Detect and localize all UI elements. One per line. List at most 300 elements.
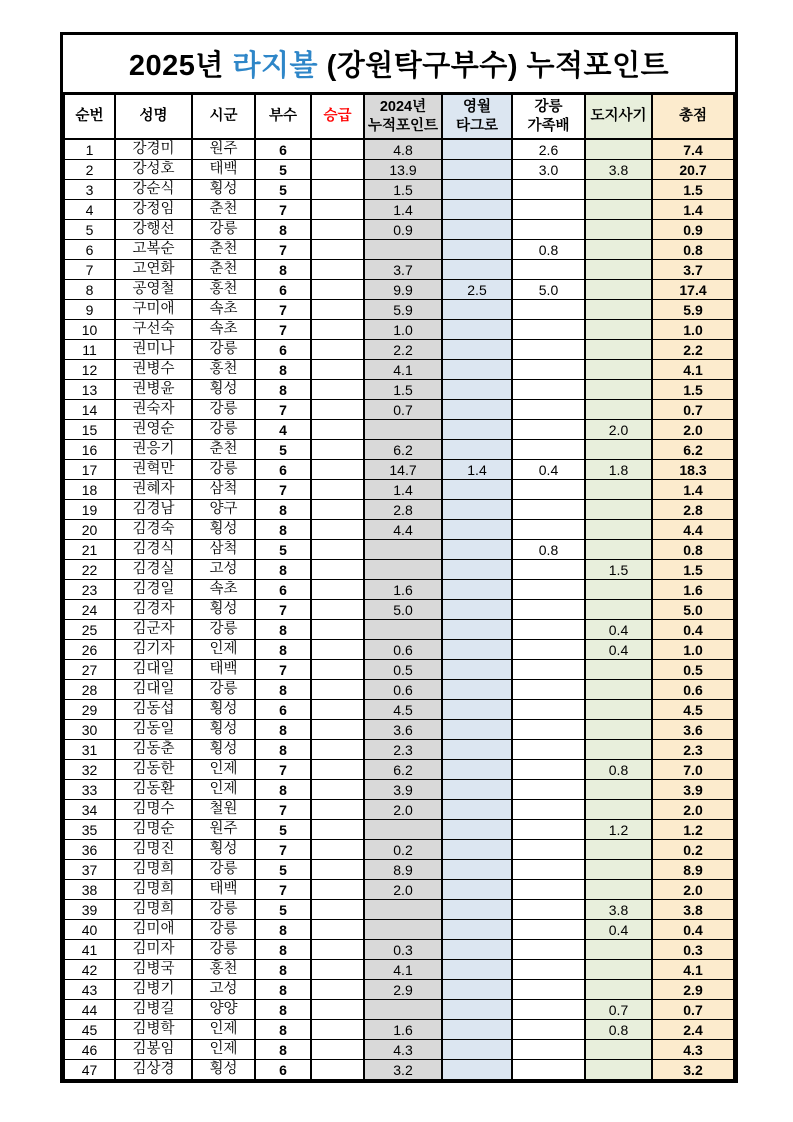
- cell-yeongwol: [442, 840, 512, 860]
- cell-yeongwol: [442, 480, 512, 500]
- cell-busu: 8: [255, 560, 311, 580]
- cell-points2024: 0.6: [364, 680, 442, 700]
- cell-rank: 1: [64, 139, 115, 160]
- cell-rank: 46: [64, 1040, 115, 1060]
- cell-points2024: [364, 920, 442, 940]
- cell-total: 0.7: [652, 1000, 734, 1020]
- table-row: [64, 280, 734, 300]
- cell-points2024: 3.2: [364, 1060, 442, 1080]
- cell-gangneung: [512, 780, 585, 800]
- cell-yeongwol: [442, 620, 512, 640]
- cell-sigun: 춘천: [192, 440, 255, 460]
- title-part-rest: (강원탁구부수) 누적포인트: [318, 50, 670, 82]
- cell-promotion: [311, 300, 364, 320]
- cell-busu: 8: [255, 620, 311, 640]
- cell-points2024: 1.5: [364, 380, 442, 400]
- cell-dojisagi: 3.8: [585, 160, 652, 180]
- cell-points2024: 3.7: [364, 260, 442, 280]
- cell-sigun: 속초: [192, 300, 255, 320]
- cell-points2024: 2.0: [364, 800, 442, 820]
- cell-rank: 20: [64, 520, 115, 540]
- cell-yeongwol: [442, 640, 512, 660]
- cell-promotion: [311, 500, 364, 520]
- cell-promotion: [311, 400, 364, 420]
- cell-sigun: 인제: [192, 760, 255, 780]
- cell-rank: 32: [64, 760, 115, 780]
- cell-total: 0.4: [652, 620, 734, 640]
- cell-points2024: [364, 420, 442, 440]
- cell-busu: 6: [255, 700, 311, 720]
- cell-points2024: 9.9: [364, 280, 442, 300]
- cell-busu: 6: [255, 139, 311, 160]
- cell-rank: 44: [64, 1000, 115, 1020]
- table-row: [64, 340, 734, 360]
- cell-points2024: 0.6: [364, 640, 442, 660]
- table-row: [64, 800, 734, 820]
- cell-rank: 41: [64, 940, 115, 960]
- cell-promotion: [311, 1060, 364, 1080]
- cell-sigun: 강릉: [192, 920, 255, 940]
- cell-dojisagi: [585, 720, 652, 740]
- cell-rank: 7: [64, 260, 115, 280]
- cell-points2024: 3.6: [364, 720, 442, 740]
- cell-points2024: 1.5: [364, 180, 442, 200]
- cell-dojisagi: 1.8: [585, 460, 652, 480]
- table-row: [64, 580, 734, 600]
- cell-sigun: 강릉: [192, 420, 255, 440]
- cell-points2024: 4.1: [364, 360, 442, 380]
- cell-promotion: [311, 160, 364, 180]
- table-row: [64, 200, 734, 220]
- cell-dojisagi: 0.4: [585, 620, 652, 640]
- cell-total: 1.5: [652, 560, 734, 580]
- cell-busu: 5: [255, 440, 311, 460]
- cell-busu: 7: [255, 480, 311, 500]
- cell-yeongwol: [442, 560, 512, 580]
- cell-rank: 3: [64, 180, 115, 200]
- cell-dojisagi: [585, 360, 652, 380]
- cell-total: 2.4: [652, 1020, 734, 1040]
- cell-busu: 7: [255, 800, 311, 820]
- header-sigun: 시군: [192, 95, 255, 140]
- cell-gangneung: 3.0: [512, 160, 585, 180]
- cell-promotion: [311, 1020, 364, 1040]
- title-part-year: 2025년: [128, 50, 233, 82]
- cell-promotion: [311, 260, 364, 280]
- cell-rank: 29: [64, 700, 115, 720]
- cell-rank: 10: [64, 320, 115, 340]
- cell-sigun: 홍천: [192, 960, 255, 980]
- cell-yeongwol: [442, 940, 512, 960]
- cell-points2024: 2.8: [364, 500, 442, 520]
- cell-yeongwol: [442, 500, 512, 520]
- cell-total: 4.5: [652, 700, 734, 720]
- cell-promotion: [311, 680, 364, 700]
- cell-total: 0.5: [652, 660, 734, 680]
- cell-name: 김명희: [115, 900, 192, 920]
- cell-yeongwol: [442, 1020, 512, 1040]
- cell-yeongwol: [442, 540, 512, 560]
- cell-yeongwol: [442, 320, 512, 340]
- cell-dojisagi: 0.4: [585, 640, 652, 660]
- cell-total: 2.3: [652, 740, 734, 760]
- cell-total: 5.9: [652, 300, 734, 320]
- cell-rank: 43: [64, 980, 115, 1000]
- cell-points2024: 8.9: [364, 860, 442, 880]
- cell-name: 김봉임: [115, 1040, 192, 1060]
- cell-total: 1.4: [652, 480, 734, 500]
- cell-yeongwol: [442, 660, 512, 680]
- cell-sigun: 횡성: [192, 700, 255, 720]
- cell-name: 권병윤: [115, 380, 192, 400]
- table-row: [64, 700, 734, 720]
- cell-promotion: [311, 900, 364, 920]
- cell-name: 권혜자: [115, 480, 192, 500]
- cell-total: 7.0: [652, 760, 734, 780]
- cell-promotion: [311, 860, 364, 880]
- cell-rank: 38: [64, 880, 115, 900]
- cell-promotion: [311, 760, 364, 780]
- cell-dojisagi: [585, 440, 652, 460]
- cell-name: 김경실: [115, 560, 192, 580]
- cell-gangneung: [512, 500, 585, 520]
- cell-rank: 4: [64, 200, 115, 220]
- cell-total: 5.0: [652, 600, 734, 620]
- cell-promotion: [311, 480, 364, 500]
- cell-dojisagi: 2.0: [585, 420, 652, 440]
- cell-dojisagi: [585, 860, 652, 880]
- cell-points2024: 3.9: [364, 780, 442, 800]
- table-row: [64, 380, 734, 400]
- cell-yeongwol: [442, 920, 512, 940]
- cell-points2024: 1.0: [364, 320, 442, 340]
- cell-gangneung: [512, 340, 585, 360]
- cell-promotion: [311, 920, 364, 940]
- cell-name: 구선숙: [115, 320, 192, 340]
- cell-yeongwol: [442, 1040, 512, 1060]
- cell-dojisagi: [585, 940, 652, 960]
- cell-busu: 7: [255, 400, 311, 420]
- cell-dojisagi: 0.8: [585, 760, 652, 780]
- cell-points2024: 0.3: [364, 940, 442, 960]
- cell-name: 김명희: [115, 860, 192, 880]
- cell-busu: 5: [255, 540, 311, 560]
- cell-dojisagi: [585, 200, 652, 220]
- cell-yeongwol: [442, 200, 512, 220]
- cell-total: 8.9: [652, 860, 734, 880]
- table-row: [64, 480, 734, 500]
- cell-rank: 36: [64, 840, 115, 860]
- cell-name: 김동섭: [115, 700, 192, 720]
- cell-rank: 42: [64, 960, 115, 980]
- cell-name: 김미애: [115, 920, 192, 940]
- cell-promotion: [311, 620, 364, 640]
- table-row: [64, 640, 734, 660]
- table-row: [64, 600, 734, 620]
- cell-promotion: [311, 1040, 364, 1060]
- cell-total: 2.0: [652, 800, 734, 820]
- cell-busu: 5: [255, 860, 311, 880]
- cell-points2024: 1.4: [364, 480, 442, 500]
- cell-name: 권숙자: [115, 400, 192, 420]
- table-row: [64, 500, 734, 520]
- cell-busu: 7: [255, 240, 311, 260]
- cell-total: 17.4: [652, 280, 734, 300]
- cell-busu: 8: [255, 520, 311, 540]
- cell-total: 3.6: [652, 720, 734, 740]
- cell-name: 김상경: [115, 1060, 192, 1080]
- cell-promotion: [311, 560, 364, 580]
- cell-promotion: [311, 740, 364, 760]
- cell-sigun: 양구: [192, 500, 255, 520]
- points-table: [63, 94, 735, 1080]
- cell-name: 구미애: [115, 300, 192, 320]
- cell-rank: 27: [64, 660, 115, 680]
- cell-dojisagi: [585, 280, 652, 300]
- cell-gangneung: 5.0: [512, 280, 585, 300]
- cell-promotion: [311, 540, 364, 560]
- cell-total: 6.2: [652, 440, 734, 460]
- cell-name: 김동일: [115, 720, 192, 740]
- cell-name: 강정임: [115, 200, 192, 220]
- cell-promotion: [311, 180, 364, 200]
- cell-gangneung: [512, 980, 585, 1000]
- cell-yeongwol: [442, 960, 512, 980]
- cell-name: 고연화: [115, 260, 192, 280]
- cell-total: 1.5: [652, 180, 734, 200]
- cell-promotion: [311, 380, 364, 400]
- cell-dojisagi: [585, 240, 652, 260]
- table-row: [64, 840, 734, 860]
- cell-busu: 8: [255, 960, 311, 980]
- cell-name: 김명진: [115, 840, 192, 860]
- cell-name: 김미자: [115, 940, 192, 960]
- cell-total: 1.2: [652, 820, 734, 840]
- cell-name: 권병수: [115, 360, 192, 380]
- cell-name: 김명희: [115, 880, 192, 900]
- cell-points2024: [364, 1000, 442, 1020]
- cell-dojisagi: [585, 400, 652, 420]
- cell-yeongwol: [442, 580, 512, 600]
- cell-busu: 7: [255, 600, 311, 620]
- cell-gangneung: [512, 820, 585, 840]
- cell-rank: 16: [64, 440, 115, 460]
- cell-sigun: 인제: [192, 1020, 255, 1040]
- cell-busu: 7: [255, 880, 311, 900]
- cell-promotion: [311, 580, 364, 600]
- cell-sigun: 삼척: [192, 540, 255, 560]
- cell-rank: 31: [64, 740, 115, 760]
- cell-dojisagi: [585, 540, 652, 560]
- cell-sigun: 횡성: [192, 840, 255, 860]
- cell-rank: 26: [64, 640, 115, 660]
- table-row: [64, 320, 734, 340]
- table-row: [64, 720, 734, 740]
- cell-rank: 21: [64, 540, 115, 560]
- cell-gangneung: [512, 440, 585, 460]
- cell-rank: 8: [64, 280, 115, 300]
- table-row: [64, 920, 734, 940]
- cell-promotion: [311, 660, 364, 680]
- cell-gangneung: 0.8: [512, 540, 585, 560]
- cell-dojisagi: [585, 800, 652, 820]
- cell-gangneung: [512, 640, 585, 660]
- cell-name: 김병길: [115, 1000, 192, 1020]
- cell-gangneung: [512, 620, 585, 640]
- cell-name: 김명수: [115, 800, 192, 820]
- cell-name: 김대일: [115, 660, 192, 680]
- cell-points2024: 2.0: [364, 880, 442, 900]
- cell-sigun: 삼척: [192, 480, 255, 500]
- cell-busu: 8: [255, 940, 311, 960]
- cell-dojisagi: [585, 480, 652, 500]
- cell-yeongwol: [442, 300, 512, 320]
- cell-busu: 8: [255, 640, 311, 660]
- cell-gangneung: [512, 560, 585, 580]
- cell-dojisagi: [585, 580, 652, 600]
- cell-points2024: [364, 620, 442, 640]
- table-row: [64, 740, 734, 760]
- cell-sigun: 춘천: [192, 200, 255, 220]
- cell-sigun: 원주: [192, 139, 255, 160]
- cell-gangneung: [512, 920, 585, 940]
- cell-rank: 37: [64, 860, 115, 880]
- cell-busu: 8: [255, 380, 311, 400]
- cell-total: 2.0: [652, 420, 734, 440]
- cell-busu: 6: [255, 580, 311, 600]
- cell-total: 2.8: [652, 500, 734, 520]
- cell-gangneung: [512, 480, 585, 500]
- cell-points2024: 14.7: [364, 460, 442, 480]
- cell-busu: 8: [255, 1000, 311, 1020]
- cell-sigun: 홍천: [192, 280, 255, 300]
- table-row: [64, 760, 734, 780]
- points-sheet: [60, 32, 738, 1083]
- header-total: 총점: [652, 95, 734, 140]
- cell-dojisagi: [585, 780, 652, 800]
- cell-busu: 8: [255, 980, 311, 1000]
- cell-dojisagi: 0.8: [585, 1020, 652, 1040]
- cell-name: 김경식: [115, 540, 192, 560]
- cell-sigun: 속초: [192, 580, 255, 600]
- cell-sigun: 강릉: [192, 900, 255, 920]
- cell-gangneung: [512, 800, 585, 820]
- cell-promotion: [311, 960, 364, 980]
- cell-promotion: [311, 940, 364, 960]
- table-row: [64, 440, 734, 460]
- cell-sigun: 홍천: [192, 360, 255, 380]
- cell-name: 김기자: [115, 640, 192, 660]
- cell-dojisagi: 1.2: [585, 820, 652, 840]
- cell-rank: 12: [64, 360, 115, 380]
- cell-gangneung: [512, 840, 585, 860]
- cell-yeongwol: [442, 360, 512, 380]
- cell-promotion: [311, 280, 364, 300]
- table-row: [64, 260, 734, 280]
- cell-total: 0.4: [652, 920, 734, 940]
- cell-busu: 6: [255, 1060, 311, 1080]
- cell-busu: 7: [255, 760, 311, 780]
- cell-gangneung: [512, 400, 585, 420]
- cell-busu: 8: [255, 360, 311, 380]
- table-row: [64, 880, 734, 900]
- table-row: [64, 420, 734, 440]
- header-gangneung: 강릉 가족배: [512, 95, 585, 140]
- table-row: [64, 520, 734, 540]
- cell-yeongwol: [442, 880, 512, 900]
- cell-total: 3.7: [652, 260, 734, 280]
- cell-gangneung: [512, 380, 585, 400]
- cell-total: 0.3: [652, 940, 734, 960]
- cell-rank: 15: [64, 420, 115, 440]
- cell-gangneung: [512, 740, 585, 760]
- cell-sigun: 횡성: [192, 600, 255, 620]
- cell-sigun: 강릉: [192, 400, 255, 420]
- cell-name: 강성호: [115, 160, 192, 180]
- header-name: 성명: [115, 95, 192, 140]
- cell-busu: 8: [255, 1020, 311, 1040]
- cell-gangneung: [512, 580, 585, 600]
- cell-promotion: [311, 820, 364, 840]
- cell-yeongwol: [442, 380, 512, 400]
- header-row: [64, 95, 734, 140]
- header-dojisagi: 도지사기: [585, 95, 652, 140]
- cell-busu: 5: [255, 180, 311, 200]
- header-rank: 순번: [64, 95, 115, 140]
- cell-busu: 5: [255, 900, 311, 920]
- cell-points2024: 2.2: [364, 340, 442, 360]
- cell-dojisagi: [585, 380, 652, 400]
- cell-yeongwol: [442, 340, 512, 360]
- cell-points2024: 4.1: [364, 960, 442, 980]
- cell-total: 1.0: [652, 640, 734, 660]
- cell-gangneung: [512, 940, 585, 960]
- cell-promotion: [311, 520, 364, 540]
- table-row: [64, 1060, 734, 1080]
- cell-sigun: 횡성: [192, 720, 255, 740]
- header-yeongwol: 영월 타그로: [442, 95, 512, 140]
- cell-name: 김경일: [115, 580, 192, 600]
- cell-sigun: 강릉: [192, 940, 255, 960]
- cell-rank: 35: [64, 820, 115, 840]
- cell-gangneung: [512, 900, 585, 920]
- cell-gangneung: [512, 1000, 585, 1020]
- cell-points2024: 5.0: [364, 600, 442, 620]
- cell-sigun: 양양: [192, 1000, 255, 1020]
- cell-yeongwol: [442, 900, 512, 920]
- table-row: [64, 400, 734, 420]
- cell-busu: 6: [255, 340, 311, 360]
- cell-points2024: 1.6: [364, 1020, 442, 1040]
- cell-total: 0.7: [652, 400, 734, 420]
- cell-points2024: 4.5: [364, 700, 442, 720]
- cell-busu: 7: [255, 840, 311, 860]
- cell-yeongwol: [442, 780, 512, 800]
- cell-total: 4.1: [652, 960, 734, 980]
- cell-gangneung: [512, 1020, 585, 1040]
- cell-rank: 47: [64, 1060, 115, 1080]
- cell-yeongwol: [442, 600, 512, 620]
- cell-name: 김군자: [115, 620, 192, 640]
- cell-total: 4.4: [652, 520, 734, 540]
- cell-yeongwol: [442, 700, 512, 720]
- cell-dojisagi: [585, 1040, 652, 1060]
- header-points2024: 2024년 누적포인트: [364, 95, 442, 140]
- cell-gangneung: [512, 1060, 585, 1080]
- cell-sigun: 강릉: [192, 860, 255, 880]
- cell-yeongwol: [442, 740, 512, 760]
- cell-busu: 8: [255, 780, 311, 800]
